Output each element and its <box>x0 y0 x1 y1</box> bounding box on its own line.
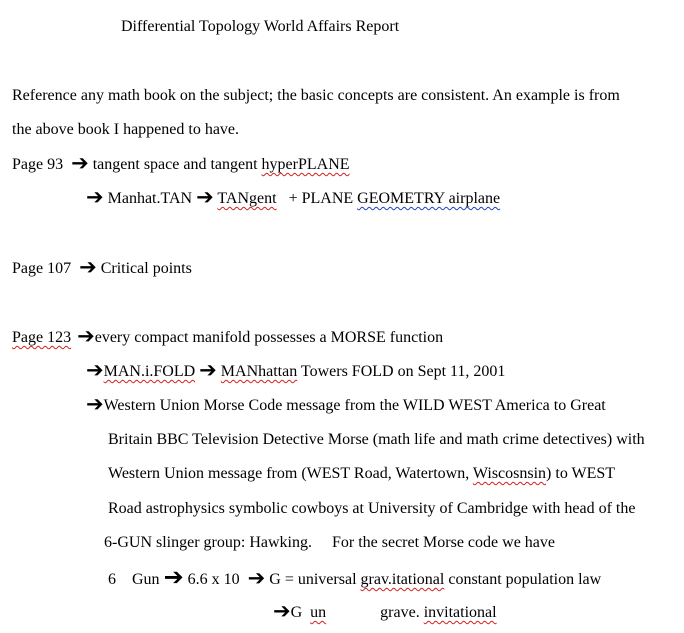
cambridge-line: Road astrophysics symbolic cowboys at University of Cambridge with head of the <box>108 500 636 517</box>
right-arrow-icon: ➔ <box>86 392 104 416</box>
gun-line: 6 Gun ➔ 6.6 x 10 ➔ G = universal grav.itational constant population law <box>108 563 602 591</box>
hyperplane-word: hyperPLANE <box>261 156 350 173</box>
intro-line-2: the above book I happened to have. <box>12 121 240 138</box>
page-93-text: tangent space and tangent <box>92 156 262 173</box>
right-arrow-icon: ➔ <box>247 566 266 590</box>
wiscosnsin-word: Wiscosnsin <box>472 465 547 482</box>
watertown-line: Western Union message from (WEST Road, Watertown, Wiscosnsin) to WEST <box>108 465 616 482</box>
document-title: Differential Topology World Affairs Report <box>121 18 400 35</box>
plus-plane: + PLANE <box>288 190 358 207</box>
page-107-text: Critical points <box>100 260 192 277</box>
un-word: un <box>310 604 327 621</box>
six-gun: 6 Gun <box>108 571 160 588</box>
page-93-label: Page 93 <box>12 156 64 173</box>
right-arrow-icon: ➔ <box>77 324 95 348</box>
towers-fold: Towers FOLD on Sept 11, 2001 <box>297 363 506 380</box>
bold-right-arrow-icon: ➔ <box>163 563 184 591</box>
man-i-fold: MAN.i.FOLD <box>103 363 196 380</box>
western-union-text: Western Union Morse Code message from the WILD WEST America to Great <box>103 397 606 414</box>
right-arrow-icon: ➔ <box>71 151 89 175</box>
right-arrow-icon: ➔ <box>86 185 104 209</box>
right-arrow-icon: ➔ <box>196 185 214 209</box>
page-107-line <box>12 255 192 279</box>
gravitational-word: grav.itational <box>360 571 445 588</box>
right-arrow-icon: ➔ <box>79 255 97 279</box>
page-123-label: Page 123 <box>12 329 72 346</box>
manifold-line <box>86 358 506 382</box>
britain-line: Britain BBC Television Detective Morse (math life and math crime detectives) with <box>108 431 645 448</box>
page-123-line <box>12 324 444 348</box>
tangent-word: TANgent <box>217 190 277 207</box>
page-93-subline <box>86 185 501 209</box>
grave-line: ➔G un grave. invitational <box>273 599 497 623</box>
page-123-text: every compact manifold possesses a MORSE function <box>94 329 444 346</box>
invitational-word: invitational <box>423 604 497 621</box>
manhattan-tan: Manhat.TAN <box>107 190 193 207</box>
intro-line-1: Reference any math book on the subject; the basic concepts are consistent. An example is from <box>12 87 620 104</box>
hawking-line: 6-GUN slinger group: Hawking. For the secret Morse code we have <box>104 534 555 551</box>
right-arrow-icon: ➔ <box>86 358 104 382</box>
page-107-label: Page 107 <box>12 260 72 277</box>
right-arrow-icon: ➔ <box>273 599 291 623</box>
page-93-line <box>12 151 350 175</box>
manhattan-word: MANhattan <box>220 363 298 380</box>
six-point-six: 6.6 x 10 <box>187 571 240 588</box>
western-union-line <box>86 392 606 416</box>
right-arrow-icon: ➔ <box>199 358 217 382</box>
geometry-airplane: GEOMETRY airplane <box>357 190 501 207</box>
